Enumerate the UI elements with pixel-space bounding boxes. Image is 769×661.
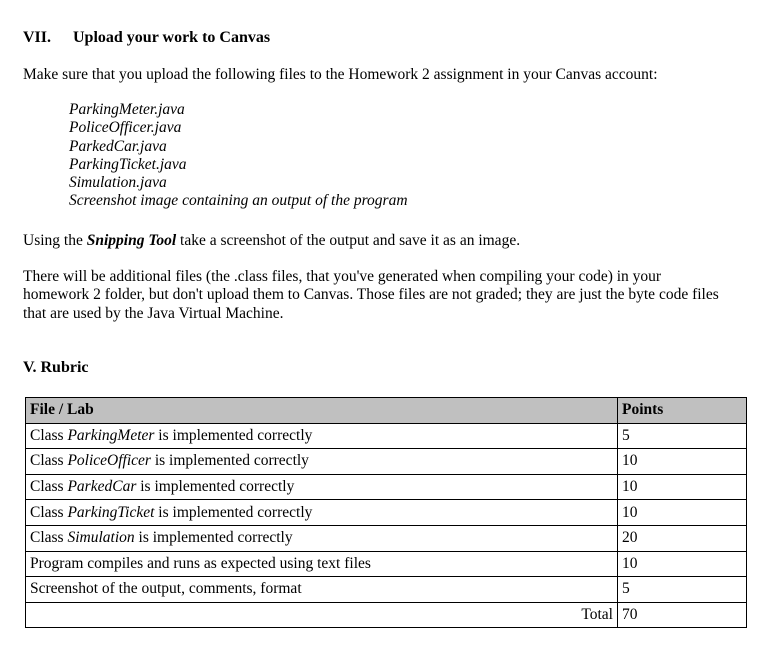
file-list-item: PoliceOfficer.java xyxy=(69,119,182,137)
item-text: Class xyxy=(30,426,68,444)
snipping-text-after: take a screenshot of the output and save it as an image. xyxy=(176,232,521,249)
rubric-item xyxy=(26,525,618,551)
total-label: Total xyxy=(26,602,618,628)
class-files-note xyxy=(23,268,753,323)
rubric-points: 10 xyxy=(618,500,747,526)
section-title: Upload your work to Canvas xyxy=(73,29,271,46)
snipping-tool-instructions xyxy=(23,232,520,250)
rubric-table xyxy=(25,397,747,628)
item-text: is implemented correctly xyxy=(154,503,313,521)
rubric-points: 10 xyxy=(618,551,747,577)
table-row xyxy=(26,474,747,500)
item-text: Class xyxy=(30,503,68,521)
file-list-item: ParkingTicket.java xyxy=(69,155,187,173)
file-list-item: Screenshot image containing an output of the program xyxy=(69,192,408,210)
item-text: is implemented correctly xyxy=(136,478,295,496)
rubric-item xyxy=(26,551,618,577)
item-class-name: ParkingMeter xyxy=(67,426,155,444)
note-line: that are used by the Java Virtual Machine. xyxy=(23,304,284,322)
item-class-name: ParkingTicket xyxy=(67,503,155,521)
rubric-heading: V. Rubric xyxy=(23,359,89,376)
item-text: Class xyxy=(30,478,68,496)
item-text: Screenshot of the output, comments, format xyxy=(30,580,302,598)
table-row xyxy=(26,449,747,475)
item-text: is implemented correctly xyxy=(134,529,293,547)
snipping-tool-name: Snipping Tool xyxy=(86,232,177,249)
rubric-item xyxy=(26,577,618,603)
rubric-header-row xyxy=(26,398,747,424)
note-line: homework 2 folder, but don't upload them to Canvas. Those files are not graded; they are just the byte code files xyxy=(23,286,719,304)
item-text: Program compiles and runs as expected using text files xyxy=(30,554,371,572)
total-row xyxy=(26,602,747,628)
table-row xyxy=(26,551,747,577)
item-text: Class xyxy=(30,452,68,470)
header-points: Points xyxy=(618,398,747,424)
rubric-item xyxy=(26,423,618,449)
item-text: is implemented correctly xyxy=(154,426,313,444)
section-heading-upload xyxy=(23,29,270,47)
item-text: is implemented correctly xyxy=(150,452,309,470)
file-list xyxy=(69,101,408,211)
rubric-points: 10 xyxy=(618,449,747,475)
table-row xyxy=(26,500,747,526)
rubric-item xyxy=(26,500,618,526)
section-number: VII. xyxy=(23,29,52,46)
rubric-item xyxy=(26,474,618,500)
rubric-points: 20 xyxy=(618,525,747,551)
file-list-item: Simulation.java xyxy=(69,174,167,192)
upload-instructions: Make sure that you upload the following files to the Homework 2 assignment in your Canvas account: xyxy=(23,66,658,83)
item-class-name: ParkedCar xyxy=(67,478,137,496)
item-class-name: PoliceOfficer xyxy=(67,452,151,470)
rubric-item xyxy=(26,449,618,475)
snipping-text-before: Using the xyxy=(23,232,87,249)
file-list-item: ParkedCar.java xyxy=(69,137,167,155)
total-points: 70 xyxy=(618,602,747,628)
rubric-points: 10 xyxy=(618,474,747,500)
item-text: Class xyxy=(30,529,68,547)
rubric-points: 5 xyxy=(618,577,747,603)
note-line: There will be additional files (the .class files, that you've generated when compiling your code) in your xyxy=(23,268,662,285)
item-class-name: Simulation xyxy=(67,529,135,547)
table-row xyxy=(26,525,747,551)
table-row xyxy=(26,423,747,449)
rubric-points: 5 xyxy=(618,423,747,449)
file-list-item: ParkingMeter.java xyxy=(69,101,185,118)
header-file-lab: File / Lab xyxy=(26,398,618,424)
table-row xyxy=(26,577,747,603)
